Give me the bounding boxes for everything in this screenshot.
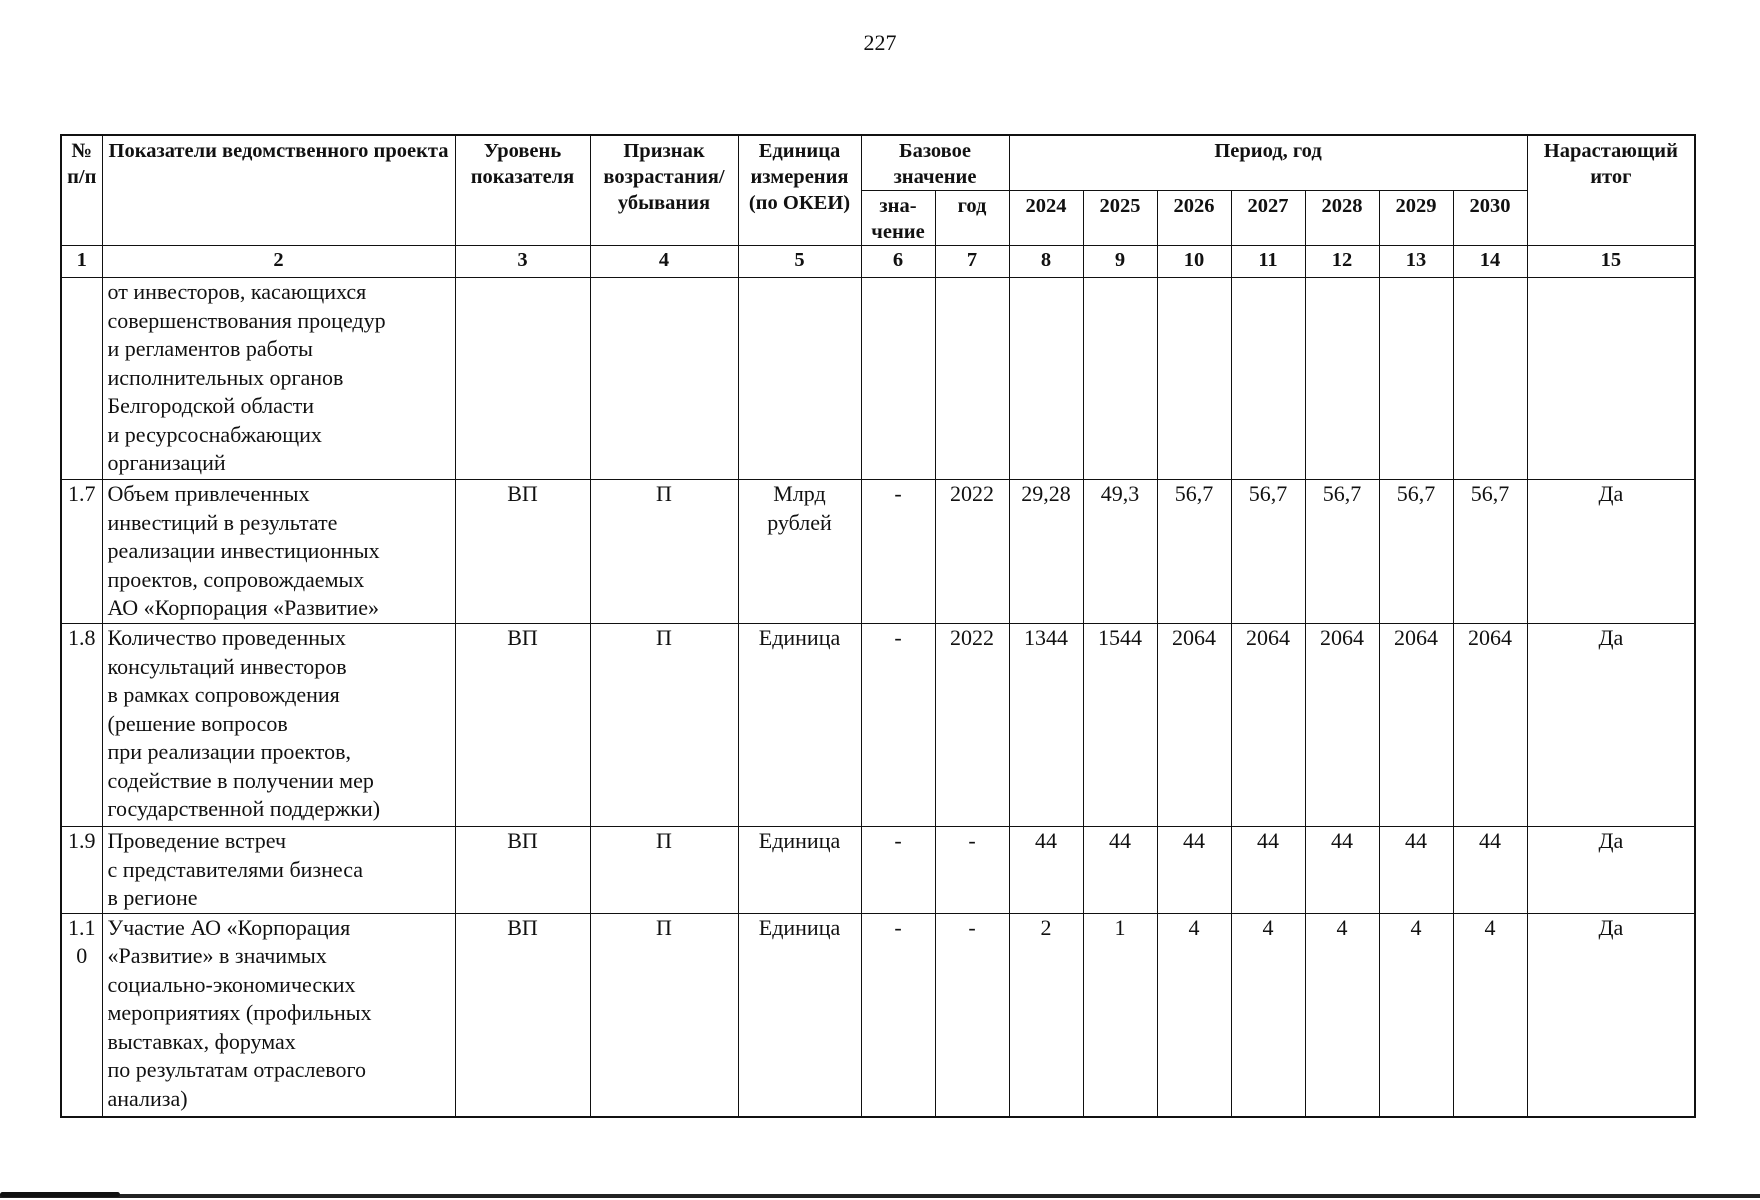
- page-number: 227: [863, 30, 897, 55]
- indicator-name-line: содействие в получении мер: [107, 767, 374, 793]
- unit-of-measure-line: Единица: [758, 625, 841, 650]
- trend-sign: П: [590, 827, 738, 914]
- unit-of-measure-line: Единица: [758, 828, 841, 853]
- indicator-name-line: исполнительных органов: [107, 364, 344, 390]
- unit-of-measure: [738, 913, 861, 1117]
- year-value: [1231, 278, 1305, 480]
- header-base: Базовое значение: [861, 135, 1009, 191]
- column-number: 10: [1157, 246, 1231, 278]
- unit-of-measure: [738, 827, 861, 914]
- header-year: 2027: [1231, 191, 1305, 246]
- year-value: [1009, 278, 1083, 480]
- header-trend: Признак возрастания/ убывания: [590, 135, 738, 246]
- indicator-name-line: и ресурсоснабжающих: [107, 421, 322, 447]
- base-value: [861, 278, 935, 480]
- cumulative-flag: [1527, 278, 1695, 480]
- indicator-name-line: с представителями бизнеса: [107, 856, 363, 882]
- column-number: 4: [590, 246, 738, 278]
- year-value: 44: [1453, 827, 1527, 914]
- row-number: [61, 278, 102, 480]
- indicator-level: ВП: [455, 913, 590, 1117]
- year-value: 4: [1231, 913, 1305, 1117]
- unit-of-measure: [738, 278, 861, 480]
- year-value: 1344: [1009, 624, 1083, 827]
- indicator-name-line: Проведение встреч: [107, 828, 287, 853]
- indicator-name-line: по результатам отраслевого: [107, 1057, 366, 1082]
- column-number: 12: [1305, 246, 1379, 278]
- header-year: 2028: [1305, 191, 1379, 246]
- header-year: 2030: [1453, 191, 1527, 246]
- base-value: -: [861, 480, 935, 624]
- unit-of-measure-line: рублей: [767, 509, 832, 535]
- header-base-year: год: [935, 191, 1009, 246]
- indicator-level: ВП: [455, 827, 590, 914]
- indicator-name-line: социально-экономических: [107, 971, 356, 997]
- column-number: 14: [1453, 246, 1527, 278]
- indicator-name-line: «Развитие» в значимых: [107, 943, 327, 968]
- unit-of-measure-line: Млрд: [773, 481, 826, 506]
- indicator-level: ВП: [455, 624, 590, 827]
- year-value: 56,7: [1379, 480, 1453, 624]
- indicator-name-line: мероприятиях (профильных: [107, 1000, 372, 1025]
- cumulative-flag: Да: [1527, 827, 1695, 914]
- base-year: 2022: [935, 480, 1009, 624]
- indicator-name-line: организаций: [107, 450, 226, 475]
- year-value: 44: [1231, 827, 1305, 914]
- year-value: 44: [1305, 827, 1379, 914]
- cumulative-flag: Да: [1527, 913, 1695, 1117]
- year-value: 4: [1453, 913, 1527, 1117]
- header-year: 2026: [1157, 191, 1231, 246]
- year-value: 2064: [1305, 624, 1379, 827]
- column-numbers-row: [61, 246, 1695, 278]
- header-period: Период, год: [1009, 135, 1527, 191]
- column-number: 5: [738, 246, 861, 278]
- table-row: [61, 827, 1695, 914]
- header-unit: Единица измерения (по ОКЕИ): [738, 135, 861, 246]
- column-number: 15: [1527, 246, 1695, 278]
- base-year: -: [935, 827, 1009, 914]
- row-number: 1.7: [61, 480, 102, 624]
- header-year: 2025: [1083, 191, 1157, 246]
- trend-sign: [590, 278, 738, 480]
- indicator-name-line: государственной поддержки): [107, 796, 381, 821]
- table-row: [61, 278, 1695, 480]
- year-value: 44: [1009, 827, 1083, 914]
- indicator-name-line: выставках, форумах: [107, 1028, 296, 1054]
- year-value: [1157, 278, 1231, 480]
- header-num: № п/п: [61, 135, 102, 246]
- cumulative-flag: Да: [1527, 480, 1695, 624]
- header-level: Уровень показателя: [455, 135, 590, 246]
- year-value: 2064: [1379, 624, 1453, 827]
- indicator-name-line: Участие АО «Корпорация: [107, 914, 351, 940]
- bottom-rule: [0, 1194, 1760, 1198]
- unit-of-measure: [738, 624, 861, 827]
- table-row: [61, 913, 1695, 1117]
- year-value: 56,7: [1305, 480, 1379, 624]
- indicator-name-line: реализации инвестиционных: [107, 538, 380, 563]
- unit-of-measure-line: Единица: [758, 914, 841, 940]
- indicator-name: [102, 624, 455, 827]
- indicator-name-line: (решение вопросов: [107, 710, 288, 736]
- indicator-name-line: Белгородской области: [107, 393, 315, 418]
- year-value: [1083, 278, 1157, 480]
- column-number: 7: [935, 246, 1009, 278]
- base-value: -: [861, 827, 935, 914]
- indicator-name-line: в рамках сопровождения: [107, 682, 340, 707]
- base-year: 2022: [935, 624, 1009, 827]
- year-value: 44: [1379, 827, 1453, 914]
- column-number: 2: [102, 246, 455, 278]
- header-year: 2024: [1009, 191, 1083, 246]
- trend-sign: П: [590, 913, 738, 1117]
- column-number: 9: [1083, 246, 1157, 278]
- trend-sign: П: [590, 624, 738, 827]
- column-number: 8: [1009, 246, 1083, 278]
- base-year: [935, 278, 1009, 480]
- year-value: 2064: [1157, 624, 1231, 827]
- base-value: -: [861, 624, 935, 827]
- header-year: 2029: [1379, 191, 1453, 246]
- unit-of-measure: [738, 480, 861, 624]
- column-number: 13: [1379, 246, 1453, 278]
- table-row: [61, 624, 1695, 827]
- row-number: 1.10: [61, 913, 102, 1117]
- header-indicator: Показатели ведомственного проекта: [102, 135, 455, 246]
- header-cumulative: Нарастающий итог: [1527, 135, 1695, 246]
- column-number: 3: [455, 246, 590, 278]
- table-row: [61, 480, 1695, 624]
- year-value: 56,7: [1157, 480, 1231, 624]
- indicator-name-line: при реализации проектов,: [107, 739, 351, 764]
- year-value: 49,3: [1083, 480, 1157, 624]
- year-value: 1544: [1083, 624, 1157, 827]
- indicator-level: ВП: [455, 480, 590, 624]
- year-value: [1379, 278, 1453, 480]
- year-value: 2064: [1231, 624, 1305, 827]
- indicator-name-line: Количество проведенных: [107, 625, 346, 650]
- year-value: 56,7: [1453, 480, 1527, 624]
- year-value: 2064: [1453, 624, 1527, 827]
- indicator-level: [455, 278, 590, 480]
- year-value: 56,7: [1231, 480, 1305, 624]
- indicator-name-line: совершенствования процедур: [107, 307, 386, 333]
- column-number: 1: [61, 246, 102, 278]
- indicator-name-line: Объем привлеченных: [107, 481, 310, 506]
- cumulative-flag: Да: [1527, 624, 1695, 827]
- header-base-value: зна-чение: [861, 191, 935, 246]
- indicator-name-line: и регламентов работы: [107, 336, 313, 361]
- indicator-name: [102, 913, 455, 1117]
- year-value: [1453, 278, 1527, 480]
- indicator-name-line: в регионе: [107, 885, 198, 910]
- base-value: -: [861, 913, 935, 1117]
- indicator-name-line: от инвесторов, касающихся: [107, 279, 367, 304]
- year-value: 29,28: [1009, 480, 1083, 624]
- indicator-name-line: инвестиций в результате: [107, 509, 338, 535]
- year-value: 4: [1157, 913, 1231, 1117]
- year-value: 1: [1083, 913, 1157, 1117]
- header-row-1: [61, 135, 1695, 191]
- year-value: [1305, 278, 1379, 480]
- indicator-name: [102, 278, 455, 480]
- indicators-table: [60, 134, 1696, 1118]
- year-value: 4: [1379, 913, 1453, 1117]
- year-value: 4: [1305, 913, 1379, 1117]
- indicator-name: [102, 827, 455, 914]
- indicator-name: [102, 480, 455, 624]
- column-number: 11: [1231, 246, 1305, 278]
- year-value: 44: [1157, 827, 1231, 914]
- indicator-name-line: анализа): [107, 1085, 188, 1111]
- indicator-name-line: АО «Корпорация «Развитие»: [107, 595, 379, 620]
- row-number: 1.8: [61, 624, 102, 827]
- trend-sign: П: [590, 480, 738, 624]
- row-number: 1.9: [61, 827, 102, 914]
- column-number: 6: [861, 246, 935, 278]
- year-value: 44: [1083, 827, 1157, 914]
- year-value: 2: [1009, 913, 1083, 1117]
- indicator-name-line: проектов, сопровождаемых: [107, 566, 365, 592]
- bottom-rule-mark: [0, 1192, 120, 1197]
- indicator-name-line: консультаций инвесторов: [107, 653, 347, 679]
- base-year: -: [935, 913, 1009, 1117]
